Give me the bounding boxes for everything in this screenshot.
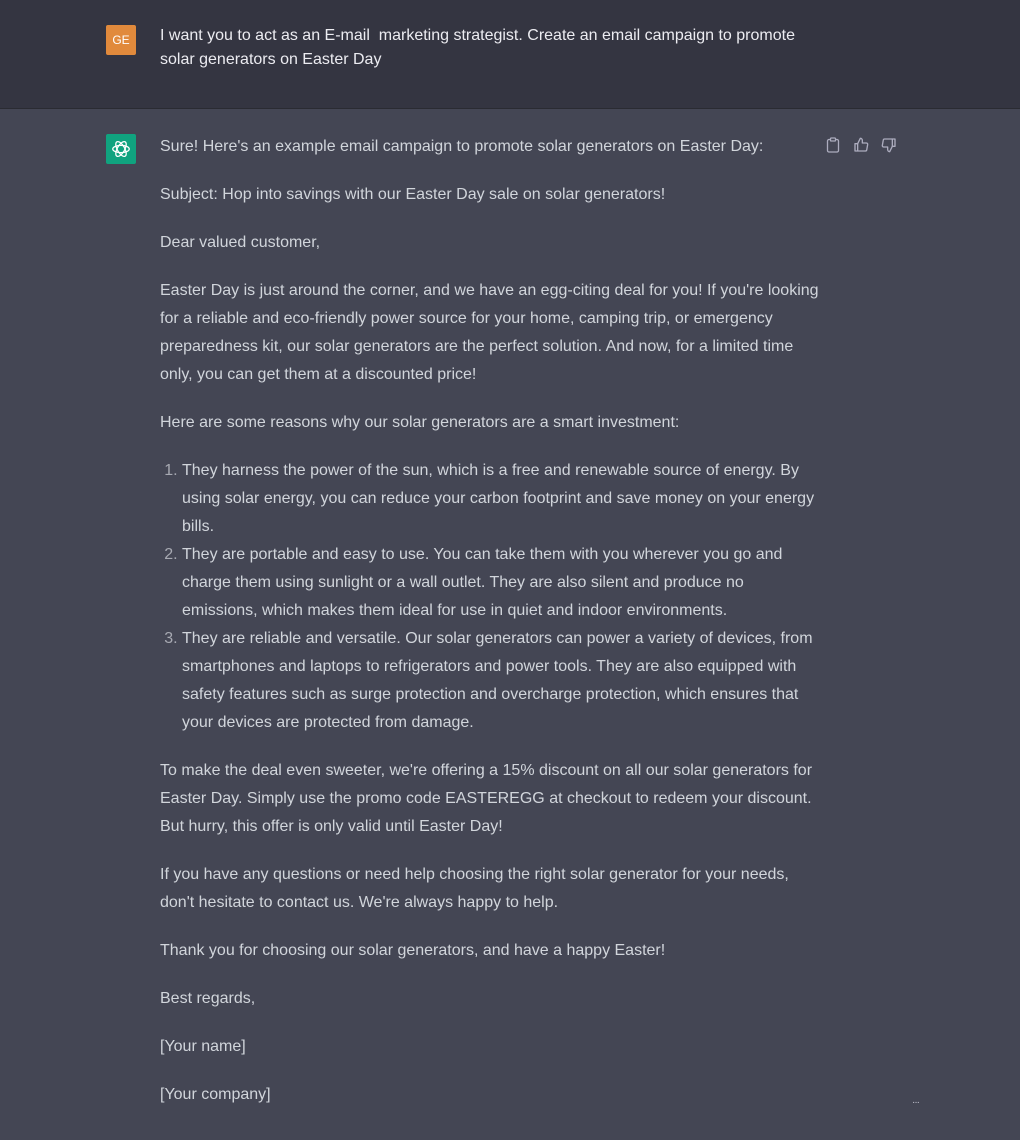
email-company-placeholder: [Your company]	[160, 1086, 271, 1103]
email-signoff: Best regards,	[160, 990, 256, 1007]
openai-logo-icon	[106, 134, 136, 164]
clipboard-icon[interactable]	[824, 136, 842, 154]
thumbs-up-icon[interactable]	[852, 136, 870, 154]
email-paragraph-questions: If you have any questions or need help choosing the right solar generator for your needs, don't hesitate to contact us. We're always happy to help.	[160, 866, 789, 911]
reasons-intro: Here are some reasons why our solar generators are a smart investment:	[160, 414, 680, 431]
email-paragraph-thanks: Thank you for choosing our solar generators, and have a happy Easter!	[160, 942, 666, 959]
email-greeting: Dear valued customer,	[160, 234, 321, 251]
email-subject: Subject: Hop into savings with our Easter Day sale on solar generators!	[160, 186, 666, 203]
intro-text: Sure! Here's an example email campaign to promote solar generators on Easter Day:	[160, 138, 764, 155]
list-item: 2. They are portable and easy to use. You can take them with you wherever you go and charge them using sunlight or a wall outlet. They are also silent and produce no emissions, which makes them ideal for use in quiet and indoor environments.	[182, 541, 820, 625]
thumbs-down-icon[interactable]	[880, 136, 898, 154]
email-paragraph-intro: Easter Day is just around the corner, and we have an egg-citing deal for you! If you're looking for a reliable and eco-friendly power source for your home, camping trip, or emergency preparedness kit, our solar generators are the perfect solution. And now, for a limited time only, you can get them at a discounted price!	[160, 282, 819, 383]
user-message-row	[0, 0, 1020, 109]
reasons-list	[160, 457, 820, 737]
user-avatar: GE	[106, 25, 136, 55]
message-actions	[824, 136, 898, 154]
assistant-message-content	[160, 133, 820, 1129]
assistant-message-row	[0, 109, 1020, 1140]
list-item: 1. They harness the power of the sun, which is a free and renewable source of energy. By using solar energy, you can reduce your carbon footprint and save money on your energy bills.	[182, 457, 820, 541]
email-name-placeholder: [Your name]	[160, 1038, 246, 1055]
email-paragraph-discount: To make the deal even sweeter, we're offering a 15% discount on all our solar generators for Easter Day. Simply use the promo code EASTEREGG at checkout to redeem your discount. But hurry, this offer is only valid until Easter Day!	[160, 762, 813, 835]
user-message-text: I want you to act as an E-mail marketing strategist. Create an email campaign to promote solar generators on Easter Day	[160, 27, 800, 68]
more-dots-icon: ···	[912, 1097, 919, 1108]
list-item: 3. They are reliable and versatile. Our solar generators can power a variety of devices, from smartphones and laptops to refrigerators and power tools. They are also equipped with safety features such as surge protection and overcharge protection, which ensures that your devices are protected from damage.	[182, 625, 820, 737]
